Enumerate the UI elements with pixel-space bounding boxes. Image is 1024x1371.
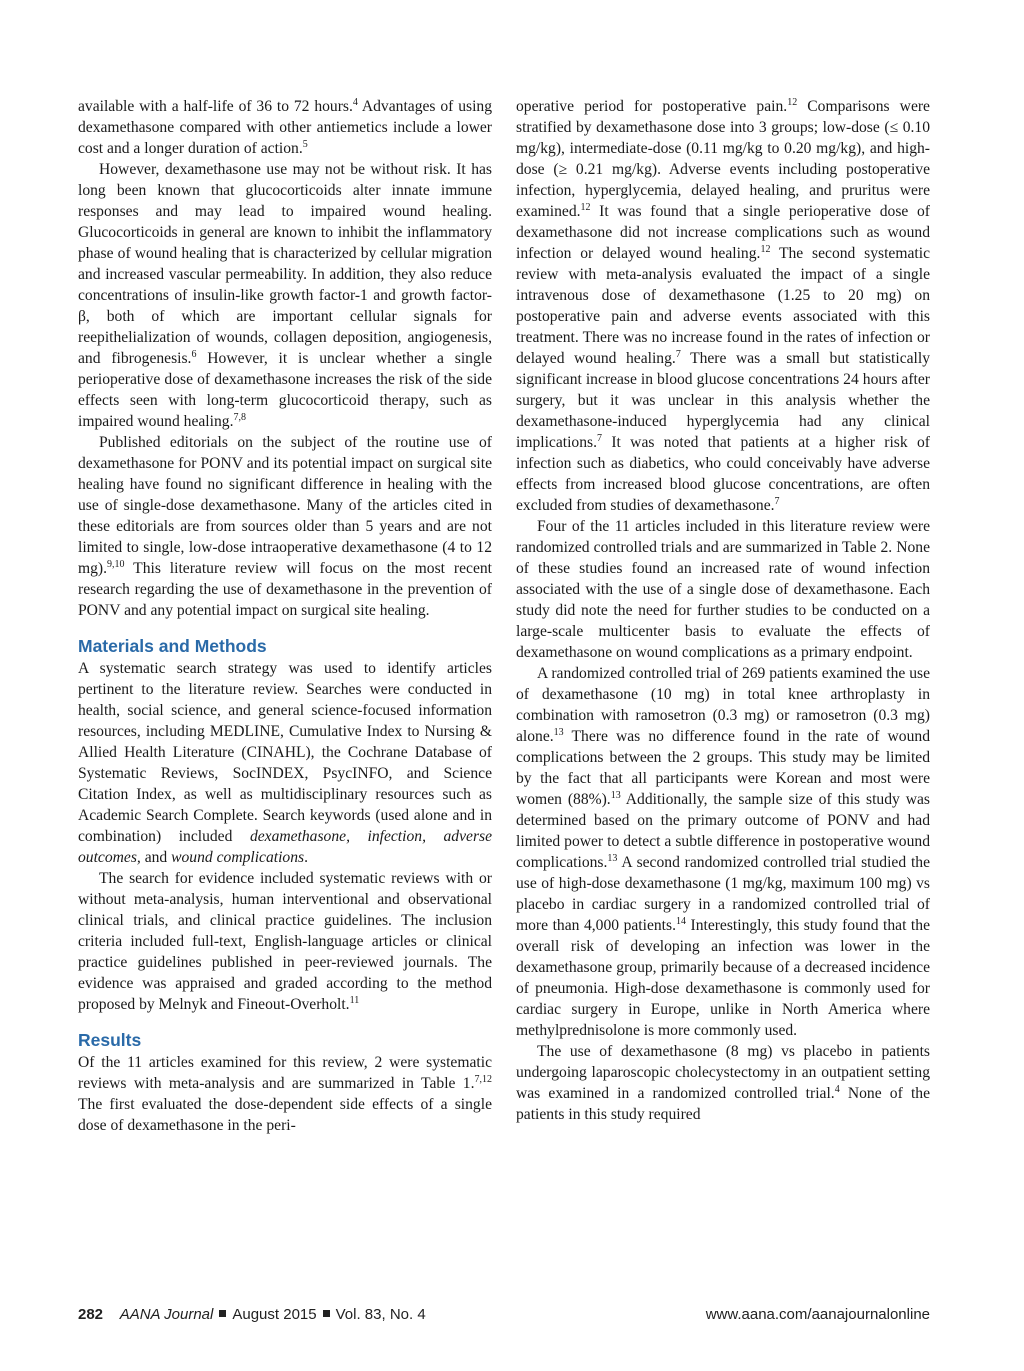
paragraph: available with a half-life of 36 to 72 hours.$^4$ Advantages of using dexamethasone compared with other antiemetics include a lower cost and a longer duration of action.$^5$: [78, 97, 492, 157]
square-bullet-icon: [219, 1310, 226, 1317]
paragraph: operative period for postoperative pain.$^{12}$ Comparisons were stratified by dexamethasone dose into 3 groups; low-dose (≤ 0.10 mg/kg), intermediate-dose (0.11 mg/kg to 0.20 mg/kg), and high-dose (≥ 0.21 mg/kg). Adverse events including postoperative infection, hyperglycemia, delayed healing, and pruritus were examined.$^{12}$ It was found that a single perioperative dose of dexamethasone did not increase complications such as wound infection or delayed wound healing.$^{12}$ The second systematic review with meta-analysis evaluated the impact of a single intravenous dose of dexamethasone (1.25 to 20 mg) on postoperative pain and adverse events associated with this treatment. There was no increase found in the rates of infection or delayed wound healing.$^7$ There was a small but statistically significant increase in blood glucose concentrations 24 hours after surgery, but it was unclear in this analysis whether the dexamethasone-induced hyperglycemia had any clinical implications.$^7$ It was noted that patients at a higher risk of infection such as diabetics, who could conceivably have adverse effects from increased blood glucose concentrations, are often excluded from studies of dexamethasone.$^7$: [516, 97, 931, 514]
section-heading-methods: Materials and Methods: [78, 636, 267, 656]
square-bullet-icon: [323, 1310, 330, 1317]
paragraph: A randomized controlled trial of 269 patients examined the use of dexamethasone (10 mg) in total knee arthroplasty in combination with ramosetron (0.3 mg) or ramosetron (0.3 mg) alone.$^{13}$ There was no difference found in the rate of wound complications between the 2 groups. This study may be limited by the fact that all participants were Korean and most were women (88%).$^{13}$ Additionally, the sample size of this study was determined based on the primary outcome of PONV and had limited power to detect a subtle difference in postoperative wound complications.$^{13}$ A second randomized controlled trial studied the use of high-dose dexamethasone (1 mg/kg, maximum 100 mg) vs placebo in cardiac surgery in a randomized controlled trial of more than 4,000 patients.$^{14}$ Interestingly, this study found that the overall risk of developing an infection was lower in the dexamethasone group, primarily because of a decreased incidence of pneumonia. High-dose dexamethasone is commonly used for cardiac surgery in Europe, unlike in North America where methylprednisolone is more commonly used.: [516, 665, 930, 1039]
paragraph: The search for evidence included systematic reviews with or without meta-analysis, human interventional and observational clinical trials, and clinical practice guidelines. The inclusion criteria included full-text, English-language articles or clinical practice guidelines published in peer-reviewed journals. The evidence was appraised and graded according to the method proposed by Melnyk and Fineout-Overholt.$^{11}$: [78, 870, 492, 1013]
paragraph: Four of the 11 articles included in this literature review were randomized controlled trials and are summarized in Table 2. None of these studies found an increased rate of wound infection associated with the use of a single dose of dexamethasone. Each study did note the need for further studies to be conducted on a large-scale multicenter basis to evaluate the effects of dexamethasone on wound complications as a primary endpoint.: [516, 518, 930, 661]
left-column: [78, 96, 492, 1136]
paragraph: The use of dexamethasone (8 mg) vs placebo in patients undergoing laparoscopic cholecystectomy in an outpatient setting was examined in a randomized controlled trial.$^4$ None of the patients in this study required: [516, 1043, 930, 1123]
page-number: 282: [78, 1306, 104, 1323]
paragraph: However, dexamethasone use may not be without risk. It has long been known that glucocorticoids alter innate immune responses and may lead to impaired wound healing. Glucocorticoids in general are known to inhibit the inflammatory phase of wound healing that is characterized by cellular migration and increased vascular permeability. In addition, they also reduce concentrations of insulin-like growth factor-1 and growth factor-β, both of which are important cellular signals for reepithelialization of wounds, collagen deposition, angiogenesis, and fibrogenesis.$^6$ However, it is unclear whether a single perioperative dose of dexamethasone increases the risk of the side effects seen with long-term glucocorticoid therapy, such as impaired wound healing.$^{7,8}$: [78, 161, 493, 430]
issue-date: August 2015: [232, 1306, 317, 1323]
page-footer: [78, 1306, 930, 1323]
paragraph: A systematic search strategy was used to identify articles pertinent to the literature review. Searches were conducted in health, social science, and general science-focused information resources, including MEDLINE, Cumulative Index to Nursing & Allied Health Literature (CINAHL), the Cochrane Database of Systematic Reviews, SocINDEX, PsycINFO, and Science Citation Index, as well as multidisciplinary resources such as Academic Search Complete. Search keywords (used alone and in combination) included dexamethasone, infection, adverse outcomes, and wound complications.: [78, 660, 493, 866]
volume-info: Vol. 83, No. 4: [335, 1306, 426, 1323]
right-column: [516, 96, 930, 1125]
paragraph: Of the 11 articles examined for this review, 2 were systematic reviews with meta-analysis and are summarized in Table 1.$^{7,12}$ The first evaluated the dose-dependent side effects of a single dose of dexamethasone in the peri-: [78, 1054, 492, 1134]
journal-url[interactable]: www.aana.com/aanajournalonline: [705, 1306, 930, 1323]
paragraph: Published editorials on the subject of the routine use of dexamethasone for PONV and its potential impact on surgical site healing have found no significant difference in healing with the use of single-dose dexamethasone. Many of the articles cited in these editorials are from sources older than 5 years and are not limited to single, low-dose intraoperative dexamethasone (4 to 12 mg).$^{9,10}$ This literature review will focus on the most recent research regarding the use of dexamethasone in the prevention of PONV and any potential impact on surgical site healing.: [78, 434, 492, 619]
section-heading-results: Results: [78, 1030, 142, 1050]
journal-name: AANA Journal: [119, 1306, 214, 1323]
